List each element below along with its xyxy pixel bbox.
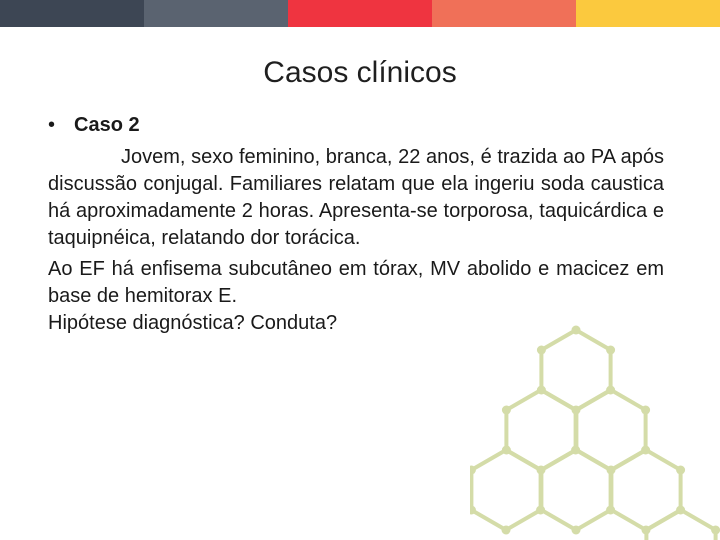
honeycomb-cell (646, 510, 715, 540)
color-bar-segment (288, 0, 432, 27)
honeycomb-node (606, 386, 615, 395)
slide-title: Casos clínicos (263, 56, 457, 89)
honeycomb-node (572, 326, 581, 335)
honeycomb-node (606, 506, 615, 515)
honeycomb-node (502, 526, 511, 535)
case-label: Caso 2 (74, 114, 140, 136)
honeycomb-node (572, 526, 581, 535)
top-color-bar (0, 0, 720, 27)
color-bar-segment (0, 0, 144, 27)
honeycomb-node (676, 506, 685, 515)
case-description: Jovem, sexo feminino, branca, 22 anos, é trazida ao PA após discussão conjugal. Familiares relatam que ela ingeriu soda caustica há aproximadamente 2 horas. Apresenta-se torporosa, taquicárdica e taquipnéica, relatando dor torácica. (48, 146, 664, 249)
honeycomb-decoration (470, 320, 720, 540)
honeycomb-node (641, 446, 650, 455)
honeycomb-cell (541, 450, 610, 530)
honeycomb-node (537, 466, 546, 475)
color-bar-segment (576, 0, 720, 27)
honeycomb-node (642, 526, 651, 535)
case-bullet (48, 112, 664, 139)
honeycomb-node (676, 466, 685, 475)
honeycomb-node (641, 406, 650, 415)
honeycomb-node (572, 406, 581, 415)
honeycomb-node (537, 386, 546, 395)
honeycomb-node (536, 506, 545, 515)
honeycomb-node (571, 446, 580, 455)
case-question: Hipótese diagnóstica? Conduta? (48, 312, 338, 334)
physical-exam-findings: Ao EF há enfisema subcutâneo em tórax, MV abolido e macicez em base de hemitorax E. (48, 258, 664, 307)
bullet-marker: • (48, 114, 56, 136)
honeycomb-cell (471, 450, 540, 530)
honeycomb-node (711, 526, 720, 535)
color-bar-segment (144, 0, 288, 27)
slide-body (48, 112, 664, 337)
honeycomb-node (537, 346, 546, 355)
honeycomb-node (606, 346, 615, 355)
color-bar-segment (432, 0, 576, 27)
honeycomb-node (502, 406, 511, 415)
honeycomb-node (502, 446, 511, 455)
honeycomb-node (607, 466, 616, 475)
